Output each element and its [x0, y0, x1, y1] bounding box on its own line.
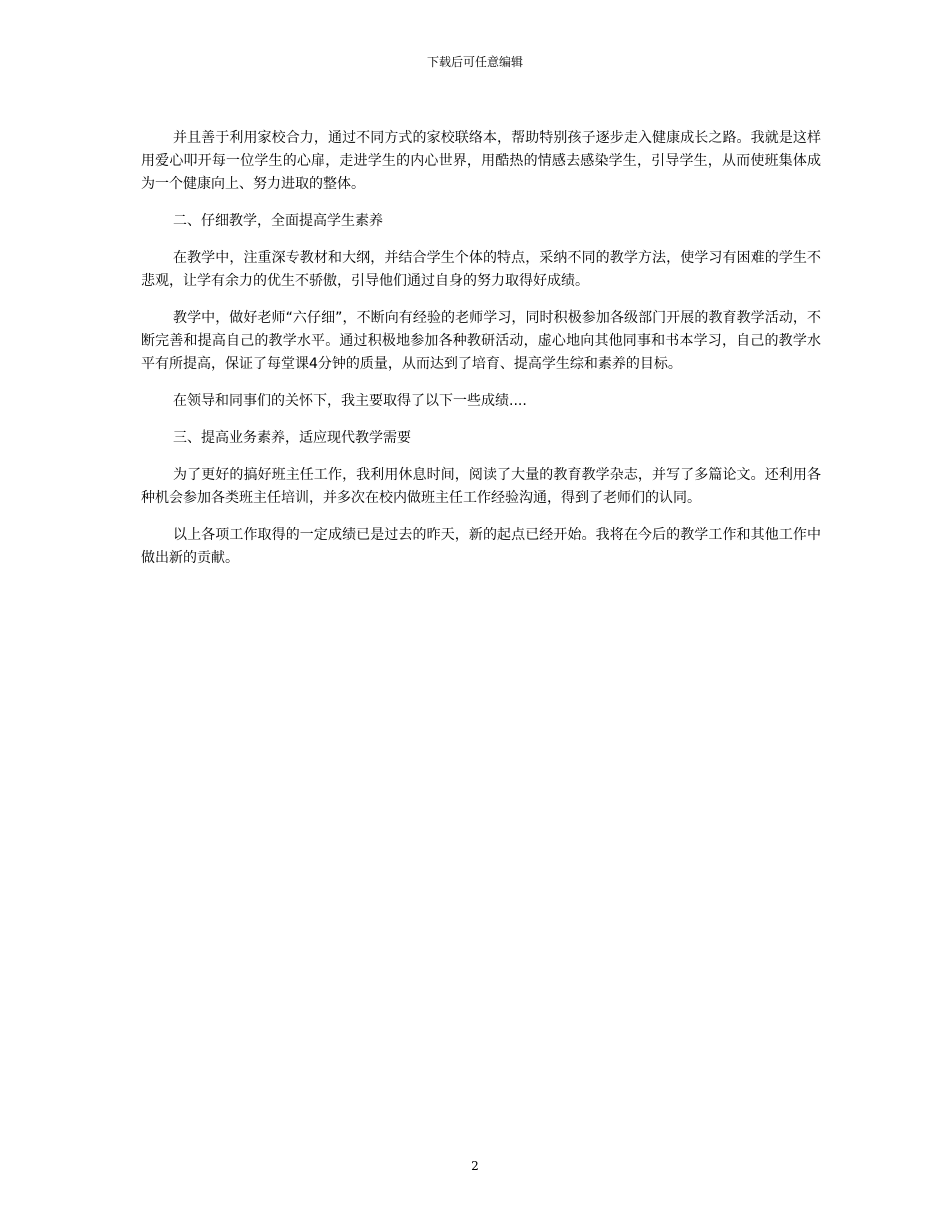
section-heading-3: 三、提高业务素养，适应现代教学需要	[173, 430, 411, 446]
paragraph-teaching: 在教学中，注重深专教材和大纲，并结合学生个体的特点，采纳不同的教学方法，使学习有困难的学生不悲观，让学有余力的优生不骄傲，引导他们通过自身的努力取得好成绩。	[141, 250, 821, 289]
document-body	[141, 127, 821, 584]
paragraph-achievements: 在领导和同事们的关怀下，我主要取得了以下一些成绩....	[173, 393, 527, 409]
page-header: 下载后可任意编辑	[426, 55, 523, 69]
paragraph-professional: 为了更好的搞好班主任工作，我利用休息时间，阅读了大量的教育教学杂志，并写了多篇论文。还利用各种机会参加各类班主任培训，并多次在校内做班主任工作经验沟通，得到了老师们的认同。	[141, 467, 821, 506]
paragraph-home-school: 并且善于利用家校合力，通过不同方式的家校联络本，帮助特别孩子逐步走入健康成长之路。我就是这样用爱心叩开每一位学生的心扉，走进学生的内心世界，用酷热的情感去感染学生，引导学生，从而使班集体成为一个健康向上、努力进取的整体。	[141, 130, 821, 192]
paragraph-conclusion: 以上各项工作取得的一定成绩已是过去的昨天，新的起点已经开始。我将在今后的教学工作和其他工作中做出新的贡献。	[141, 527, 821, 566]
section-heading-2: 二、仔细教学，全面提高学生素养	[173, 213, 383, 229]
page-number: 2	[471, 1159, 479, 1173]
paragraph-teaching-activities: 教学中，做好老师“六仔细”，不断向有经验的老师学习，同时积极参加各级部门开展的教育教学活动，不断完善和提高自己的教学水平。通过积极地参加各种教研活动，虚心地向其他同事和书本学习，自己的教学水平有所提高，保证了每堂课4分钟的质量，从而达到了培育、提高学生综和素养的目标。	[141, 310, 821, 372]
